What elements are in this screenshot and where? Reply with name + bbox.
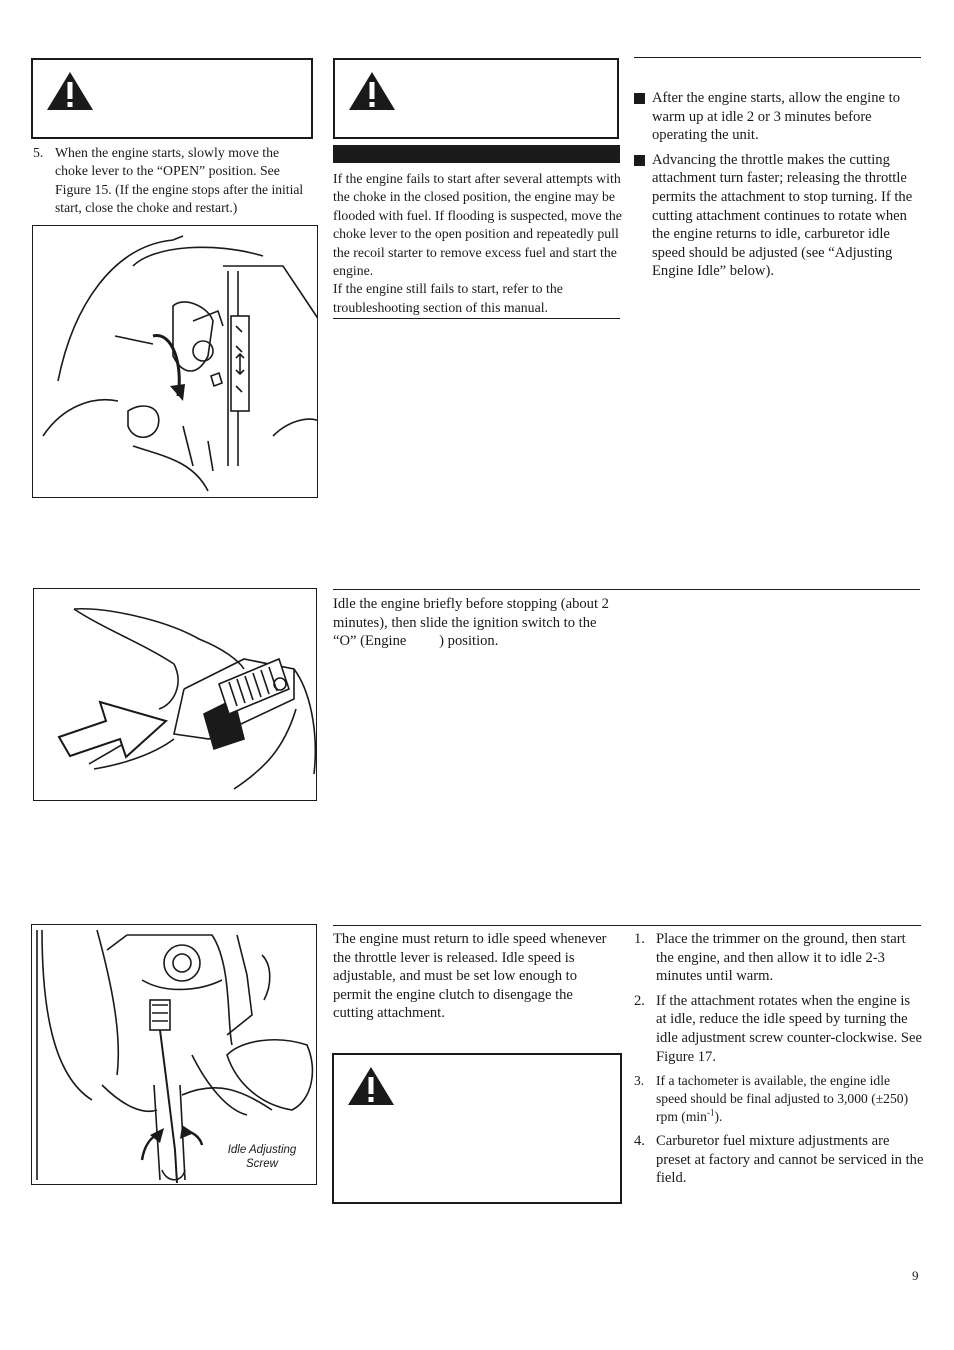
idle-step-3 bbox=[634, 1072, 924, 1126]
idle-steps bbox=[634, 930, 924, 1194]
page-number: 9 bbox=[912, 1268, 919, 1283]
warning-triangle-icon bbox=[347, 70, 397, 112]
stopping-top-rule bbox=[333, 589, 920, 590]
step-text: Place the trimmer on the ground, then start the engine, and then allow it to idle 2-3 minutes until warm. bbox=[656, 931, 906, 985]
warning-box-idle bbox=[332, 1053, 622, 1204]
step-number: 4. bbox=[634, 1133, 645, 1150]
flooding-heading-bar bbox=[333, 145, 620, 163]
stopping-text: Idle the engine briefly before stopping (about 2 minutes), then slide the ignition switch to the “O” (Engine ) position. bbox=[333, 596, 613, 650]
step-5-note: (If the engine stops after the initial start, close the choke and restart.) bbox=[55, 181, 304, 216]
step-superscript: -1 bbox=[706, 1107, 715, 1118]
idle-text: The engine must return to idle speed whenever the throttle lever is released. Idle speed is adjustable, and must be set low enough to permit the engine clutch to disengage the cutting attachment. bbox=[333, 931, 607, 1022]
square-bullet-icon bbox=[634, 155, 645, 166]
warning-triangle-icon bbox=[346, 1065, 396, 1107]
step-5-number: 5. bbox=[33, 145, 44, 160]
choke-lever-figure bbox=[32, 225, 318, 498]
step-5-text: When the engine starts, slowly move the choke lever to the “OPEN” position. See Figure 15. bbox=[55, 145, 280, 197]
step-number: 2. bbox=[634, 992, 645, 1009]
step-text: If the attachment rotates when the engine is at idle, reduce the idle speed by turning the idle adjustment screw counter-clockwise. See Figure 17. bbox=[656, 992, 922, 1065]
step-number: 3. bbox=[634, 1073, 645, 1089]
step-5 bbox=[33, 144, 309, 218]
square-bullet-icon bbox=[634, 93, 645, 104]
flooding-text bbox=[333, 170, 623, 317]
right-top-rule bbox=[634, 57, 921, 58]
idle-caption-text: Idle Adjusting Screw bbox=[227, 1144, 297, 1170]
step-text-end: ). bbox=[714, 1109, 723, 1125]
idle-step-4 bbox=[634, 1132, 924, 1188]
idle-step-1 bbox=[634, 930, 924, 986]
idle-adjusting-screw-caption bbox=[222, 1143, 302, 1171]
warmup-bullet-2-text: Advancing the throttle makes the cutting attachment turn faster; releasing the throttle permits the attachment to stop turning. If the cutting attachment continues to rotate when the engine returns to idle, carburetor idle speed should be adjusted (see “Adjusting Engine Idle” below). bbox=[652, 151, 913, 280]
warmup-bullet-1-text: After the engine starts, allow the engine to warm up at idle 2 or 3 minutes before operating the unit. bbox=[652, 90, 901, 144]
flooding-text-1: If the engine fails to start after several attempts with the choke in the closed position, the engine may be flooded with fuel. If flooding is suspected, move the choke lever to the open position and repeatedly pull the recoil starter to remove excess fuel and start the engine. bbox=[333, 171, 622, 279]
step-number: 1. bbox=[634, 931, 645, 947]
warning-triangle-icon bbox=[45, 70, 95, 112]
flooding-text-2: If the engine still fails to start, refer to the troubleshooting section of this manual. bbox=[333, 281, 563, 315]
step-text: Carburetor fuel mixture adjustments are preset at factory and cannot be serviced in the field. bbox=[656, 1133, 924, 1187]
step-text: If a tachometer is available, the engine idle speed should be final adjusted to 3,000 (±250) rpm (min bbox=[656, 1073, 909, 1125]
ignition-switch-figure bbox=[33, 588, 317, 801]
warmup-bullet-2 bbox=[634, 151, 921, 281]
warmup-list bbox=[634, 89, 921, 287]
warning-box-top-middle bbox=[333, 58, 619, 139]
idle-step-2 bbox=[634, 992, 924, 1066]
flooding-bottom-rule bbox=[333, 318, 620, 319]
warning-box-top-left bbox=[31, 58, 313, 139]
idle-top-rule bbox=[333, 925, 921, 926]
warmup-bullet-1 bbox=[634, 89, 921, 145]
idle-adjusting-figure bbox=[31, 924, 317, 1185]
